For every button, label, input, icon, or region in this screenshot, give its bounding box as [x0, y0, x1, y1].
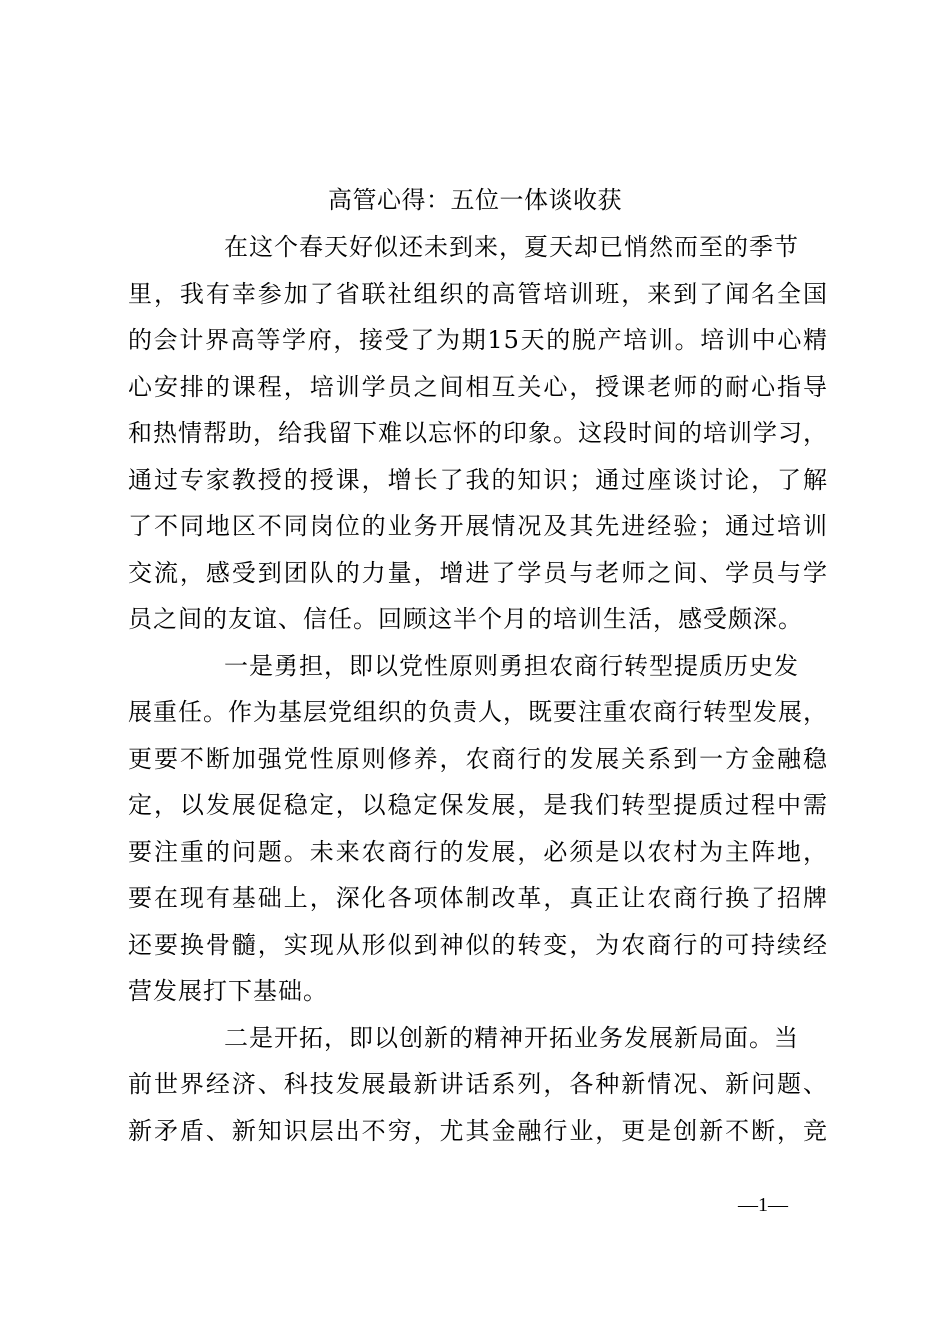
paragraph-line: 交流，感受到团队的力量，增进了学员与老师之间、学员与学	[128, 558, 828, 587]
paragraph-line: 定，以发展促稳定，以稳定保发展，是我们转型提质过程中需	[128, 791, 828, 819]
paragraph-line: 新矛盾、新知识层出不穷，尤其金融行业，更是创新不断，竞	[128, 1116, 828, 1145]
document-body	[128, 224, 828, 1154]
paragraph-line: 要在现有基础上，深化各项体制改革，真正让农商行换了招牌	[128, 884, 828, 912]
paragraph-line: 还要换骨髓，实现从形似到神似的转变，为农商行的可持续经	[128, 930, 828, 959]
paragraph-line: 心安排的课程，培训学员之间相互关心，授课老师的耐心指导	[128, 372, 828, 401]
paragraph-line: 二是开拓，即以创新的精神开拓业务发展新局面。当	[224, 1023, 799, 1052]
paragraph-line: 在这个春天好似还未到来，夏天却已悄然而至的季节	[224, 233, 799, 261]
paragraph-line: 前世界经济、科技发展最新讲话系列，各种新情况、新问题、	[128, 1070, 828, 1098]
page-number: —1—	[738, 1194, 788, 1216]
document-title: 高管心得：五位一体谈收获	[328, 186, 622, 214]
paragraph-line: 的会计界高等学府，接受了为期15天的脱产培训。培训中心精	[128, 326, 828, 354]
paragraph-line: 员之间的友谊、信任。回顾这半个月的培训生活，感受颇深。	[128, 605, 803, 633]
paragraph-line: 更要不断加强党性原则修养，农商行的发展关系到一方金融稳	[128, 744, 828, 773]
paragraph-line: 和热情帮助，给我留下难以忘怀的印象。这段时间的培训学习，	[128, 419, 828, 447]
paragraph-1	[128, 224, 828, 643]
paragraph-2	[128, 643, 828, 1015]
paragraph-line: 要注重的问题。未来农商行的发展，必须是以农村为主阵地，	[128, 837, 828, 866]
paragraph-line: 营发展打下基础。	[128, 977, 328, 1005]
paragraph-line: 一是勇担，即以党性原则勇担农商行转型提质历史发	[224, 651, 799, 680]
paragraph-line: 里，我有幸参加了省联社组织的高管培训班，来到了闻名全国	[128, 279, 828, 308]
paragraph-3	[128, 1015, 828, 1155]
paragraph-line: 展重任。作为基层党组织的负责人，既要注重农商行转型发展，	[128, 698, 828, 726]
paragraph-line: 通过专家教授的授课，增长了我的知识；通过座谈讨论，了解	[128, 465, 828, 494]
paragraph-line: 了不同地区不同岗位的业务开展情况及其先进经验；通过培训	[128, 512, 828, 540]
